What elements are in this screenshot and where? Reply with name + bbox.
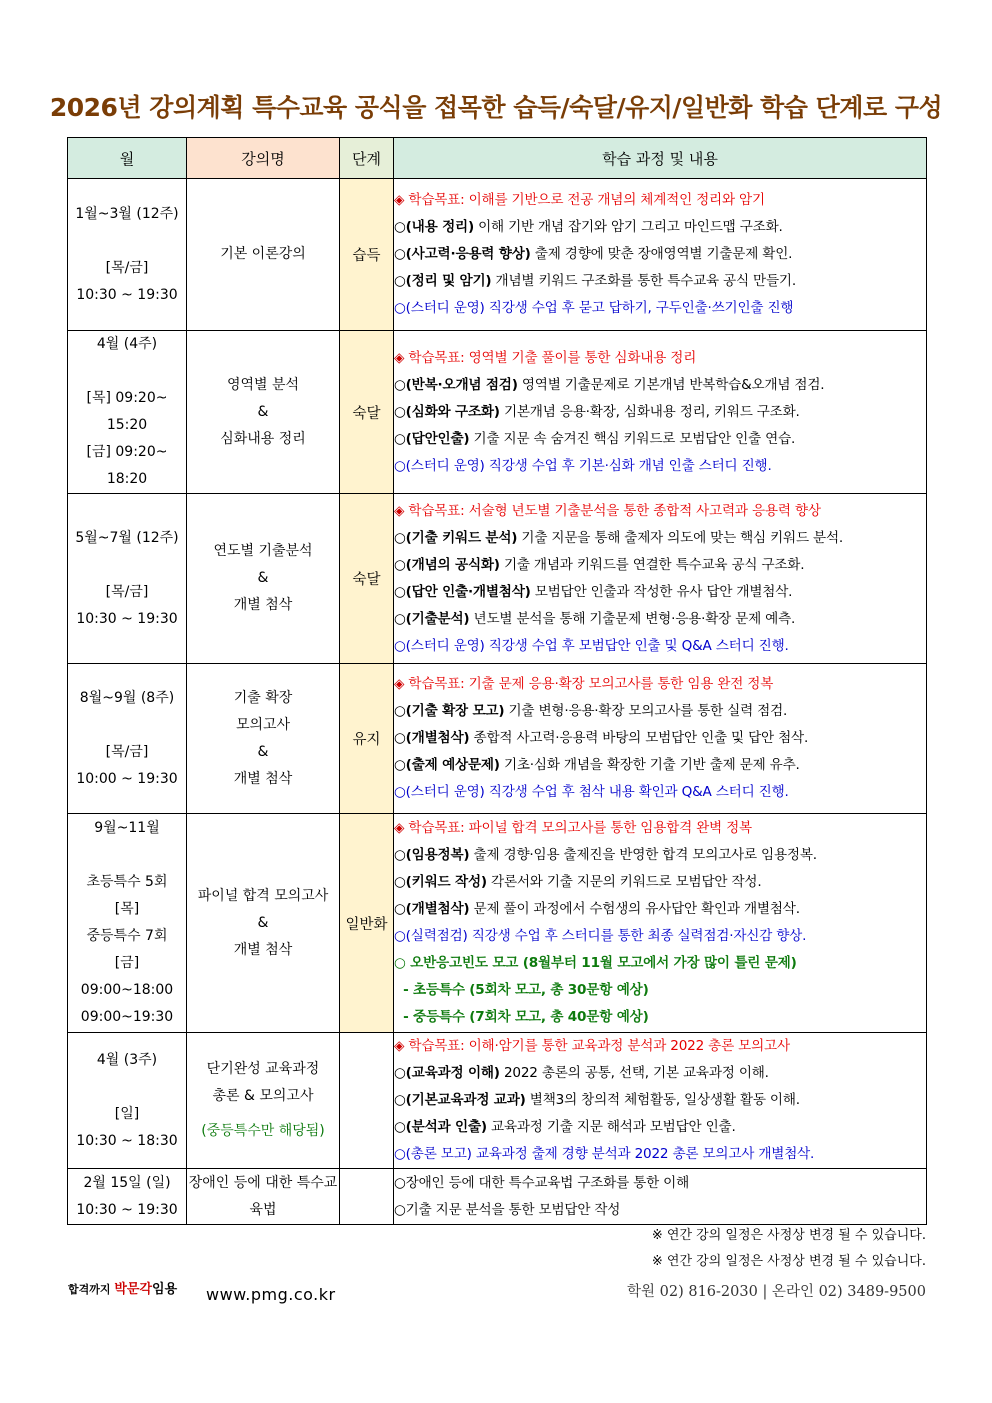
content-cell: [394, 664, 927, 814]
bullet-icon: ○: [394, 1119, 406, 1135]
month-cell: [68, 1169, 187, 1225]
month-line: 10:30 ~ 18:30: [76, 1132, 178, 1149]
item-text: 기출 지문을 통해 출제자 의도에 맞는 핵심 키워드 분석.: [517, 529, 844, 546]
learning-goal: [394, 1033, 926, 1060]
logo-small-text: 합격까지: [68, 1283, 111, 1296]
month-cell: [68, 664, 187, 814]
course-line: &: [257, 914, 269, 931]
content-item: [394, 372, 926, 399]
course-cell: [187, 494, 340, 664]
item-label: (임용정복): [405, 847, 470, 863]
learning-goal: [394, 345, 926, 372]
month-line: [68, 712, 186, 739]
month-line: 9월~11월: [94, 820, 160, 836]
table-row: [68, 494, 927, 664]
header-content: 학습 과정 및 내용: [394, 138, 927, 179]
table-row: [68, 814, 927, 1033]
course-line: 모의고사: [235, 716, 291, 733]
bullet-icon: ○: [394, 730, 406, 746]
bullet-icon: ○: [394, 1065, 406, 1081]
month-line: [일]: [114, 1105, 140, 1122]
month-line: 중등특수 7회: [86, 928, 168, 944]
month-cell: [68, 814, 187, 1033]
bullet-icon: ○: [394, 703, 406, 719]
month-line: [목/금]: [105, 583, 149, 600]
month-line: 10:30 ~ 19:30: [76, 610, 178, 627]
goal-text: 학습목표: 서술형 년도별 기출분석을 통한 종합적 사고력과 응용력 향상: [408, 502, 821, 519]
item-label: (개별첨삭): [405, 901, 470, 917]
item-label: (교육과정 이해): [405, 1065, 500, 1081]
content-item: [394, 525, 926, 552]
month-line: [목]: [114, 901, 140, 917]
website-link[interactable]: www.pmg.co.kr: [206, 1285, 336, 1304]
item-label: (기출 확장 모고): [405, 703, 505, 719]
month-line: [목] 09:20~ 15:20: [86, 390, 168, 433]
content-item: [394, 579, 926, 606]
brand-logo: [68, 1278, 177, 1297]
course-line: 심화내용 정리: [220, 430, 306, 447]
month-line: [68, 842, 186, 869]
note-line: ※ 연간 강의 일정은 사정상 변경 될 수 있습니다.: [651, 1254, 926, 1269]
content-item: [394, 426, 926, 453]
content-item: [394, 869, 926, 896]
month-line: 1월~3월 (12주): [75, 205, 179, 222]
bullet-icon: ○: [394, 847, 406, 863]
goal-text: 학습목표: 기출 문제 응용·확장 모의고사를 통한 임용 완전 정복: [408, 676, 774, 692]
month-line: 10:30 ~ 19:30: [76, 286, 178, 303]
study-text: (스터디 운영) 직강생 수업 후 모범답안 인출 및 Q&A 스터디 진행.: [405, 637, 789, 654]
bullet-icon: ○: [394, 583, 406, 600]
month-line: [68, 552, 186, 579]
stage-cell: 유지: [340, 664, 394, 814]
bullet-icon: ○: [394, 403, 406, 420]
course-cell: [187, 331, 340, 494]
course-line: 개별 첨삭: [233, 941, 293, 958]
content-cell: [394, 494, 927, 664]
bullet-icon: ○: [394, 430, 406, 447]
content-item: [394, 1087, 926, 1114]
study-line: [394, 453, 926, 480]
diamond-icon: ◈: [394, 820, 405, 836]
item-label: (답안인출): [405, 430, 470, 447]
month-cell: [68, 179, 187, 331]
header-stage: 단계: [340, 138, 394, 179]
bullet-icon: ○: [394, 376, 406, 393]
month-cell: [68, 331, 187, 494]
extra-line: ○ 오반응고빈도 모고 (8월부터 11월 모고에서 가장 많이 틀린 문제): [394, 955, 797, 971]
study-text: (스터디 운영) 직강생 수업 후 첨삭 내용 확인과 Q&A 스터디 진행.: [405, 784, 789, 800]
course-cell: [187, 1169, 340, 1225]
item-text: 모범답안 인출과 작성한 유사 답안 개별첨삭.: [530, 583, 793, 600]
table-row: [68, 179, 927, 331]
learning-goal: [394, 671, 926, 698]
logo-brand-text: 박문각: [114, 1282, 153, 1297]
content-item: [394, 896, 926, 923]
item-text: 기출 지문 속 숨겨진 핵심 키워드로 모범답안 인출 연습.: [469, 430, 796, 447]
content-item: [394, 606, 926, 633]
month-line: [금] 09:20~ 18:20: [86, 444, 168, 487]
content-item: [394, 725, 926, 752]
course-cell: [187, 814, 340, 1033]
content-item: [394, 241, 926, 268]
item-text: 개념별 키워드 구조화를 통한 특수교육 공식 만들기.: [491, 273, 796, 289]
item-text: 기초·심화 개념을 확장한 기출 기반 출제 문제 유추.: [499, 757, 800, 773]
item-label: (개념의 공식화): [405, 556, 500, 573]
course-line: 파이널 합격 모의고사: [197, 887, 329, 904]
extra-line: - 초등특수 (5회차 모고, 총 30문항 예상): [394, 982, 649, 998]
month-line: [68, 228, 186, 255]
header-month: 월: [68, 138, 187, 179]
stage-cell: [340, 1169, 394, 1225]
table-row: [68, 664, 927, 814]
table-row: [68, 1169, 927, 1225]
item-label: (출제 예상문제): [405, 757, 500, 773]
course-line: 개별 첨삭: [233, 770, 293, 787]
month-line: 10:30 ~ 19:30: [76, 1201, 178, 1218]
study-line: [394, 923, 926, 950]
content-cell: [394, 814, 927, 1033]
content-item: [394, 842, 926, 869]
item-label: (기본교육과정 교과): [405, 1092, 526, 1108]
item-text: 출제 경향에 맞춘 장애영역별 기출문제 확인.: [530, 246, 793, 262]
course-line: 총론 & 모의고사: [212, 1088, 314, 1104]
course-line: 기본 이론강의: [220, 246, 306, 262]
table-row: [68, 1033, 927, 1169]
study-text: (실력점검) 직강생 수업 후 스터디를 통한 최종 실력점검·자신감 향상.: [405, 928, 807, 944]
month-line: [목/금]: [105, 259, 149, 276]
content-item: [394, 698, 926, 725]
item-label: (분석과 인출): [405, 1119, 487, 1135]
item-text: 년도별 분석을 통해 기출문제 변형·응용·확장 문제 예측.: [469, 610, 796, 627]
item-label: (개별첨삭): [405, 730, 470, 746]
goal-text: 학습목표: 파이널 합격 모의고사를 통한 임용합격 완벽 정복: [408, 820, 752, 836]
item-text: 교육과정 기출 지문 해석과 모범답안 인출.: [486, 1119, 736, 1135]
item-text: 기본개념 응용·확장, 심화내용 정리, 키워드 구조화.: [499, 403, 800, 420]
item-label: (기출 키워드 분석): [405, 529, 518, 546]
month-line: 2월 15일 (일): [83, 1174, 171, 1191]
bullet-icon: ○: [394, 457, 406, 474]
logo-suffix-text: 임용: [152, 1282, 178, 1297]
extra-line: - 중등특수 (7회차 모고, 총 40문항 예상): [394, 1009, 649, 1025]
bullet-icon: ○: [394, 556, 406, 573]
content-cell: [394, 1169, 927, 1225]
study-text: (스터디 운영) 직강생 수업 후 묻고 답하기, 구두인출·쓰기인출 진행: [405, 300, 794, 316]
item-text: 기출 변형·응용·확장 모의고사를 통한 실력 점검.: [504, 703, 788, 719]
content-cell: [394, 1033, 927, 1169]
item-label: (사고력·응용력 향상): [405, 246, 531, 262]
content-item: [394, 268, 926, 295]
bullet-icon: ○: [394, 874, 406, 890]
stage-cell: 습득: [340, 179, 394, 331]
table-header-row: [68, 138, 927, 179]
course-line: &: [257, 743, 269, 760]
study-line: [394, 295, 926, 322]
learning-goal: [394, 187, 926, 214]
study-line: [394, 1141, 926, 1168]
course-cell: [187, 1033, 340, 1169]
item-text: 각론서와 기출 지문의 키워드로 모범답안 작성.: [486, 874, 762, 890]
content-item: [394, 399, 926, 426]
course-line: 기출 확장: [233, 689, 293, 706]
diamond-icon: ◈: [394, 1038, 405, 1054]
diamond-icon: ◈: [394, 676, 405, 692]
table-row: [68, 331, 927, 494]
bullet-icon: ○: [394, 637, 406, 654]
study-text: (스터디 운영) 직강생 수업 후 기본·심화 개념 인출 스터디 진행.: [405, 457, 772, 474]
study-line: [394, 779, 926, 806]
bullet-icon: ○: [394, 901, 406, 917]
course-line: 연도별 기출분석: [213, 543, 313, 559]
item-label: (반복·오개념 점검): [405, 376, 518, 393]
item-text: 별책3의 창의적 체험활동, 일상생활 활동 이해.: [525, 1092, 800, 1108]
item-label: (정리 및 암기): [405, 273, 492, 289]
study-text: (총론 모고) 교육과정 출제 경향 분석과 2022 총론 모의고사 개별첨삭.: [405, 1146, 815, 1162]
content-line: ○장애인 등에 대한 특수교육법 구조화를 통한 이해: [394, 1174, 690, 1191]
notes: [652, 1223, 926, 1275]
item-text: 문제 풀이 과정에서 수험생의 유사답안 확인과 개별첨삭.: [469, 901, 800, 917]
course-cell: [187, 664, 340, 814]
content-item: [394, 1060, 926, 1087]
course-cell: [187, 179, 340, 331]
course-line: 단기완성 교육과정: [206, 1061, 320, 1077]
bullet-icon: ○: [394, 610, 406, 627]
course-line: 영역별 분석: [226, 376, 300, 393]
item-text: 영역별 기출문제로 기본개념 반복학습&오개념 점검.: [517, 376, 825, 393]
month-cell: [68, 1033, 187, 1169]
item-label: (기출분석): [405, 610, 470, 627]
item-text: 출제 경향·임용 출제진을 반영한 합격 모의고사로 임용정복.: [469, 847, 817, 863]
month-line: 09:00~19:30: [80, 1009, 174, 1025]
goal-text: 학습목표: 이해·암기를 통한 교육과정 분석과 2022 총론 모의고사: [408, 1038, 790, 1054]
bullet-icon: ○: [394, 219, 406, 235]
schedule-table: [67, 137, 927, 1225]
learning-goal: [394, 498, 926, 525]
bullet-icon: ○: [394, 300, 406, 316]
content-item: [394, 1114, 926, 1141]
item-text: 종합적 사고력·응용력 바탕의 모범답안 인출 및 답안 첨삭.: [469, 730, 809, 746]
note-line: ※ 연간 강의 일정은 사정상 변경 될 수 있습니다.: [651, 1228, 926, 1243]
content-cell: [394, 179, 927, 331]
bullet-icon: ○: [394, 1146, 406, 1162]
content-item: [394, 552, 926, 579]
month-line: 4월 (3주): [96, 1051, 158, 1068]
month-line: [금]: [114, 955, 140, 971]
month-line: 5월~7월 (12주): [75, 529, 179, 546]
month-line: [목/금]: [105, 743, 149, 760]
bullet-icon: ○: [394, 757, 406, 773]
goal-text: 학습목표: 이해를 기반으로 전공 개념의 체계적인 정리와 암기: [408, 192, 765, 208]
course-line: &: [257, 570, 269, 586]
diamond-icon: ◈: [394, 349, 405, 366]
bullet-icon: ○: [394, 246, 406, 262]
bullet-icon: ○: [394, 529, 406, 546]
stage-cell: 일반화: [340, 814, 394, 1033]
content-item: [394, 752, 926, 779]
content-cell: [394, 331, 927, 494]
stage-cell: 숙달: [340, 494, 394, 664]
bullet-icon: ○: [394, 1092, 406, 1108]
bullet-icon: ○: [394, 928, 406, 944]
diamond-icon: ◈: [394, 502, 405, 519]
month-line: 8월~9월 (8주): [79, 689, 175, 706]
learning-goal: [394, 815, 926, 842]
month-line: 09:00~18:00: [80, 982, 174, 998]
item-text: 기출 개념과 키워드를 연결한 특수교육 공식 구조화.: [499, 556, 805, 573]
item-label: (키워드 작성): [405, 874, 487, 890]
stage-cell: [340, 1033, 394, 1169]
month-line: [68, 358, 186, 385]
month-line: 4월 (4주): [96, 336, 158, 352]
item-label: (답안 인출·개별첨삭): [405, 583, 531, 600]
month-cell: [68, 494, 187, 664]
study-line: [394, 633, 926, 660]
content-line: ○기출 지문 분석을 통한 모범답안 작성: [394, 1201, 621, 1218]
contact-phones: 학원 02) 816-2030 | 온라인 02) 3489-9500: [627, 1284, 926, 1300]
page-title: 2026년 강의계획 특수교육 공식을 접목한 습득/숙달/유지/일반화 학습 단계로 구성: [49, 93, 943, 122]
course-line: (중등특수만 해당됨): [201, 1123, 325, 1139]
bullet-icon: ○: [394, 784, 406, 800]
item-label: (심화와 구조화): [405, 403, 500, 420]
goal-text: 학습목표: 영역별 기출 풀이를 통한 심화내용 정리: [408, 349, 697, 366]
header-course: 강의명: [187, 138, 340, 179]
stage-cell: 숙달: [340, 331, 394, 494]
month-line: 초등특수 5회: [86, 874, 168, 890]
bullet-icon: ○: [394, 273, 406, 289]
course-line: &: [257, 403, 269, 420]
course-line: [187, 1110, 339, 1118]
content-item: [394, 214, 926, 241]
month-line: 10:00 ~ 19:30: [76, 770, 178, 787]
item-text: 2022 총론의 공통, 선택, 기본 교육과정 이해.: [499, 1065, 769, 1081]
course-line: 장애인 등에 대한 특수교육법: [188, 1174, 338, 1218]
diamond-icon: ◈: [394, 192, 405, 208]
item-text: 이해 기반 개념 잡기와 암기 그리고 마인드맵 구조화.: [473, 219, 783, 235]
month-line: [68, 1074, 186, 1101]
course-line: 개별 첨삭: [233, 597, 293, 613]
item-label: (내용 정리): [405, 219, 474, 235]
